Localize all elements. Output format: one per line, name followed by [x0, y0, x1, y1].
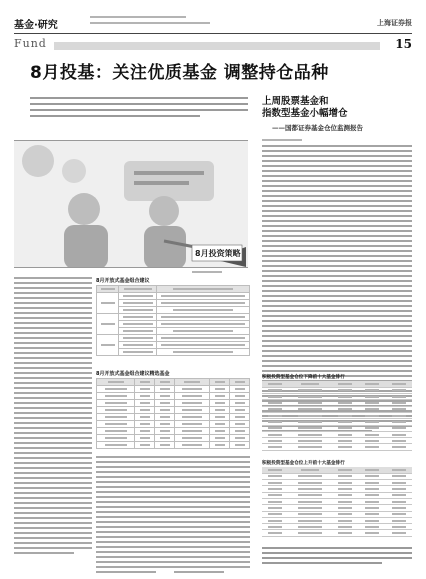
sidebar-title [262, 96, 412, 120]
table-row [97, 407, 250, 414]
article-headline: 8月投基：关注优质基金 调整持仓品种 [30, 63, 329, 83]
table-row [97, 335, 250, 342]
table-row [97, 342, 250, 349]
table-row [97, 321, 250, 328]
table-row [97, 442, 250, 449]
header-band [54, 42, 380, 50]
page-header [14, 10, 412, 32]
body-column-3 [174, 456, 252, 576]
fund-selection-table [96, 378, 250, 449]
position-increase-table [262, 467, 412, 537]
section-title: 基金·研究 [14, 20, 58, 31]
footnote [262, 547, 412, 567]
position-decline-table [262, 381, 412, 451]
table-row [97, 414, 250, 421]
sidebar-title-line1: 上周股票基金和 [262, 96, 329, 107]
header-meta [90, 14, 210, 26]
table-row [97, 386, 250, 393]
figure-caption [192, 269, 222, 274]
newspaper-brand: 上海证券报 [377, 18, 412, 27]
body-column-2 [96, 456, 174, 576]
table-row [97, 300, 250, 307]
table-row [262, 444, 412, 450]
table-header-row [97, 286, 250, 293]
body-column-1 [14, 277, 92, 557]
table-row [97, 435, 250, 442]
table-row [97, 421, 250, 428]
fund-tag: Fund [14, 37, 47, 50]
side-table-1-title: 积极投资型基金仓位下降前十大基金排行 [262, 375, 345, 380]
portfolio-table [96, 285, 250, 356]
sidebar-byline [262, 137, 302, 142]
table-1-title: 8月开放式基金组合建议 [96, 278, 150, 284]
table-row [97, 393, 250, 400]
sidebar-subtitle: ——国都证券基金仓位监测报告 [272, 124, 363, 132]
header-rule [14, 33, 412, 34]
table-row [262, 530, 412, 536]
lead-paragraph [30, 97, 248, 121]
illustration [14, 140, 248, 268]
sidebar-title-line2: 指数型基金小幅增仓 [262, 108, 348, 119]
table-header-row [97, 379, 250, 386]
table-row [97, 328, 250, 335]
figure-label: 8月投资策略 [195, 249, 241, 258]
table-row [97, 293, 250, 300]
table-row [97, 349, 250, 356]
table-2-title: 8月开放式基金组合建议精选基金 [96, 371, 170, 377]
table-row [97, 400, 250, 407]
side-table-2-title: 积极投资型基金仓位上升前十大基金排行 [262, 461, 345, 466]
table-row [97, 428, 250, 435]
page-number: 15 [395, 37, 412, 51]
table-row [97, 307, 250, 314]
sub-header [14, 37, 412, 57]
table-row [97, 314, 250, 321]
